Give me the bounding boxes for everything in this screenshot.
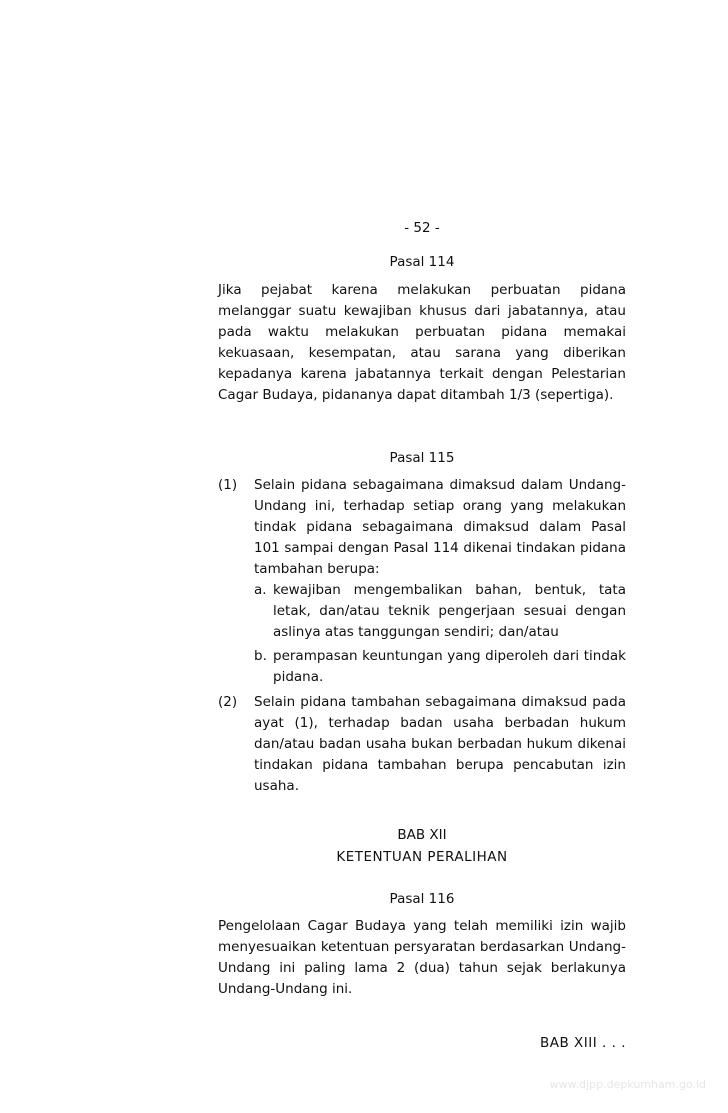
pasal-115-item-1: [218, 475, 626, 580]
item-text: Selain pidana sebagaimana dimaksud dalam Undang-Undang ini, terhadap setiap orang yang melakukan tindak pidana sebagaimana dimaksud dalam Pasal 101 sampai dengan Pasal 114 dikenai tindakan pidana tambahan berupa:: [254, 477, 626, 577]
pasal-115-subitem-b: [254, 646, 626, 688]
footer-watermark-url: www.djpp.depkumham.go.id: [549, 1078, 706, 1091]
pasal-115-item-2: [218, 692, 626, 797]
subitem-text: kewajiban mengembalikan bahan, bentuk, tata letak, dan/atau teknik pengerjaan sesuai dengan aslinya atas tanggungan sendiri; dan/atau: [273, 582, 626, 640]
subitem-label: a.: [254, 582, 267, 598]
subitem-text: perampasan keuntungan yang diperoleh dari tindak pidana.: [273, 648, 626, 685]
bab-xii-title: BAB XII: [397, 827, 447, 843]
pasal-116-text: Pengelolaan Cagar Budaya yang telah memiliki izin wajib menyesuaikan ketentuan persyaratan berdasarkan Undang-Undang ini paling lama 2 (dua) tahun sejak berlakunya Undang-Undang ini.: [218, 918, 626, 997]
pasal-116-heading: Pasal 116: [389, 891, 455, 907]
next-page-reference: BAB XIII . . .: [540, 1035, 626, 1051]
bab-xii-subtitle: KETENTUAN PERALIHAN: [336, 849, 508, 865]
pasal-115-subitem-a: [254, 580, 626, 643]
page-number: - 52 -: [404, 220, 440, 236]
pasal-115-heading: Pasal 115: [389, 450, 455, 466]
item-number: (2): [218, 694, 238, 710]
pasal-114-heading: Pasal 114: [389, 254, 455, 270]
item-text: Selain pidana tambahan sebagaimana dimaksud pada ayat (1), terhadap badan usaha berbadan hukum dan/atau badan usaha bukan berbadan hukum dikenai tindakan pidana tambahan berupa pencabutan izin usaha.: [254, 694, 626, 794]
item-number: (1): [218, 477, 238, 493]
pasal-114-text: Jika pejabat karena melakukan perbuatan pidana melanggar suatu kewajiban khusus dari jabatannya, atau pada waktu melakukan perbuatan pidana memakai kekuasaan, kesempatan, atau sarana yang diberikan kepadanya karena jabatannya terkait dengan Pelestarian Cagar Budaya, pidananya dapat ditambah 1/3 (sepertiga).: [218, 282, 626, 403]
subitem-label: b.: [254, 648, 267, 664]
